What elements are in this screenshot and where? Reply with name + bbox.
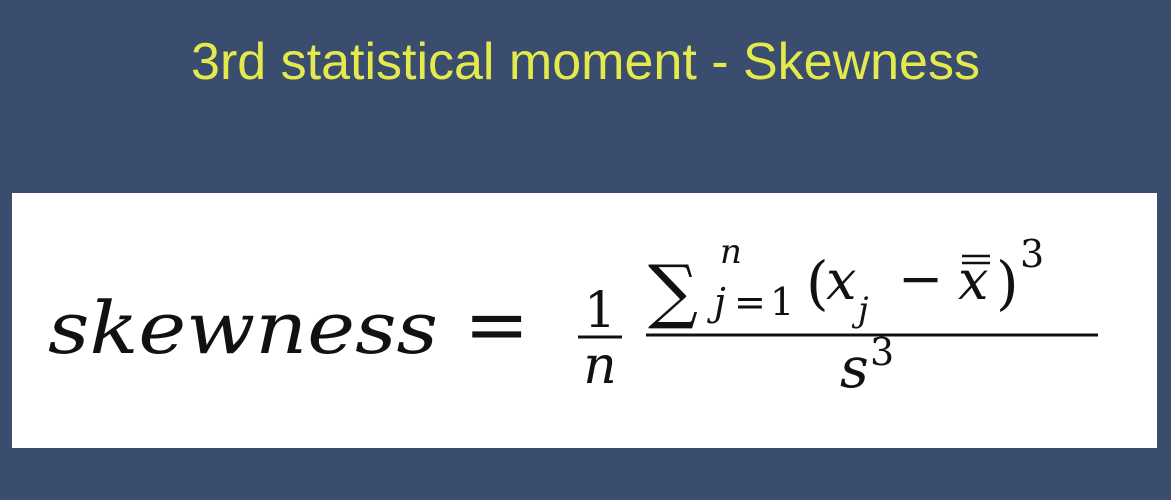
formula-lhs: skewness [48,286,438,370]
x-subscript: j [858,290,869,330]
skewness-formula [12,193,1157,448]
sum-lower-index: j [714,280,726,324]
x-variable: x [826,249,857,312]
formula-panel [12,193,1157,448]
minus-sign: − [898,247,944,310]
fraction-numerator: 1 [584,281,616,339]
sum-symbol: ∑ [648,250,698,332]
numerator-power: 3 [1020,232,1045,276]
formula-equals: = [464,280,530,370]
sum-lower-equals: = [734,280,766,324]
open-paren: ( [806,249,829,317]
fraction-denominator: n [583,336,617,396]
close-paren: ) [996,249,1019,317]
denominator-variable: s [840,336,869,401]
slide-title: 3rd statistical moment - Skewness [191,33,980,91]
sum-lower-value: 1 [770,280,795,324]
x-bar-variable: x [958,249,989,312]
sum-upper-limit: n [720,232,742,272]
denominator-power: 3 [870,330,895,374]
